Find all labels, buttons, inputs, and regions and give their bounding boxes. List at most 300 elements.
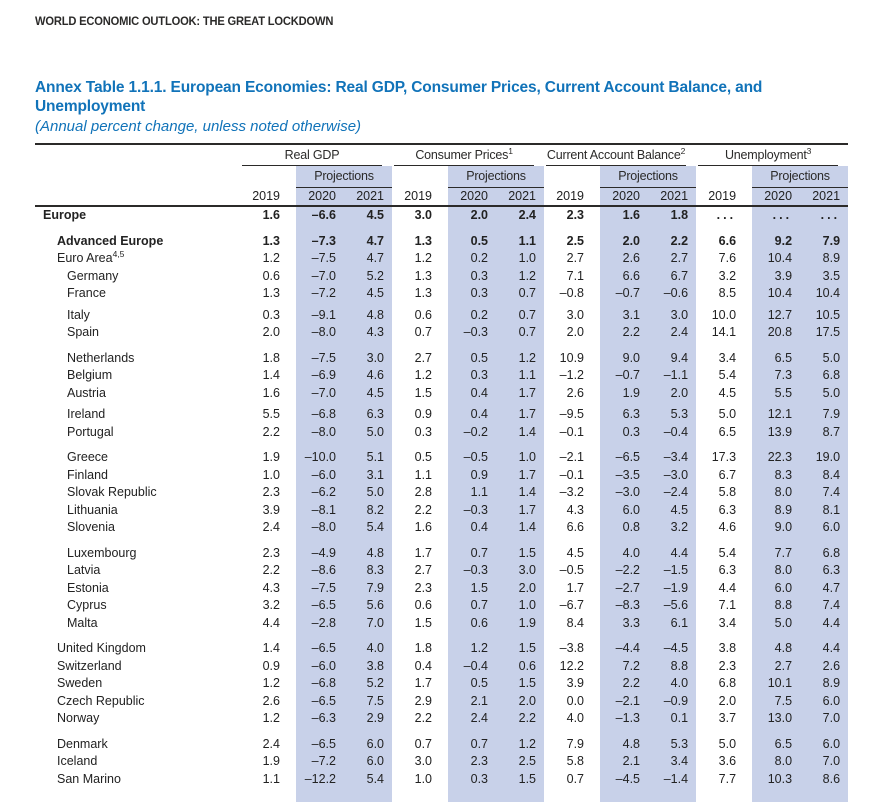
row-label: Slovenia xyxy=(67,520,115,534)
value-cell: 10.4 xyxy=(752,250,800,268)
value-cell: 2.3 xyxy=(566,208,585,222)
group-separator xyxy=(35,632,848,640)
value-cell: 1.4 xyxy=(496,424,544,442)
value-cell: 3.2 xyxy=(262,598,280,612)
value-cell: 1.3 xyxy=(414,233,433,248)
value-cell: 3.6 xyxy=(718,754,737,768)
value-cell: 1.0 xyxy=(496,449,544,467)
value-cell: 1.2 xyxy=(414,251,433,265)
value-cell: ... xyxy=(800,206,848,225)
corner-cell xyxy=(35,144,240,166)
value-cell: 2.0 xyxy=(648,385,696,403)
value-cell: 1.8 xyxy=(414,641,433,655)
value-cell: –0.1 xyxy=(559,424,585,439)
value-cell: 4.8 xyxy=(344,307,392,325)
gap-cell xyxy=(392,537,448,545)
value-cell: 1.0 xyxy=(496,250,544,268)
value-cell: –4.4 xyxy=(600,640,648,658)
value-cell: 2.7 xyxy=(414,350,433,365)
value-cell: 4.8 xyxy=(344,545,392,563)
value-cell: 4.0 xyxy=(600,545,648,563)
table-row-greece xyxy=(35,449,848,467)
value-cell: 9.0 xyxy=(600,350,648,368)
value-cell: 1.2 xyxy=(496,350,544,368)
table-row-denmark xyxy=(35,736,848,754)
value-cell: 8.9 xyxy=(752,502,800,520)
year-header-real-gdp-2019: 2019 xyxy=(240,187,296,206)
gap-cell xyxy=(800,342,848,350)
row-label: Denmark xyxy=(57,736,108,751)
value-cell: 3.7 xyxy=(718,711,737,725)
value-cell: 0.3 xyxy=(448,367,496,385)
year-header-real-gdp-2020: 2020 xyxy=(296,187,344,206)
value-cell: 1.5 xyxy=(414,615,433,630)
gap-cell xyxy=(344,342,392,350)
gap-cell xyxy=(544,632,600,640)
value-cell: 3.3 xyxy=(600,615,648,633)
value-cell: –8.3 xyxy=(600,597,648,615)
gap-cell xyxy=(544,728,600,736)
table-row-czech-republic xyxy=(35,693,848,711)
value-cell: 0.3 xyxy=(448,771,496,789)
row-label: Spain xyxy=(67,325,99,339)
value-cell: –1.3 xyxy=(600,710,648,728)
value-cell: 0.6 xyxy=(496,658,544,676)
value-cell: –1.4 xyxy=(648,771,696,789)
value-cell: –5.6 xyxy=(648,597,696,615)
value-cell: 17.3 xyxy=(711,450,737,464)
value-cell: –0.3 xyxy=(448,562,496,580)
value-cell: 7.2 xyxy=(600,658,648,676)
value-cell: 2.7 xyxy=(648,250,696,268)
value-cell: 7.9 xyxy=(800,233,848,251)
table-row-italy xyxy=(35,307,848,325)
gap-cell xyxy=(696,632,752,640)
row-label: Belgium xyxy=(67,368,113,382)
value-cell: 5.0 xyxy=(800,350,848,368)
value-cell: 2.0 xyxy=(600,233,648,251)
value-cell: 3.0 xyxy=(344,350,392,368)
gap-cell xyxy=(344,537,392,545)
value-cell: 1.7 xyxy=(566,580,585,595)
row-label: San Marino xyxy=(57,771,121,786)
year-header-consumer-prices-2019: 2019 xyxy=(392,187,448,206)
gap-cell xyxy=(752,788,800,802)
value-cell: 2.7 xyxy=(414,563,433,577)
value-cell: –12.2 xyxy=(296,771,344,789)
value-cell: –0.6 xyxy=(648,285,696,303)
value-cell: 4.4 xyxy=(800,640,848,658)
year-header-consumer-prices-2020: 2020 xyxy=(448,187,496,206)
value-cell: 1.1 xyxy=(414,467,433,482)
value-cell: 6.0 xyxy=(800,519,848,537)
value-cell: 4.4 xyxy=(718,580,737,595)
value-cell: 7.9 xyxy=(800,406,848,424)
value-cell: 0.7 xyxy=(448,545,496,563)
gap-cell xyxy=(35,441,240,449)
value-cell: 4.3 xyxy=(344,324,392,342)
value-cell: 6.8 xyxy=(800,367,848,385)
value-cell: 6.7 xyxy=(718,467,737,482)
value-cell: –7.0 xyxy=(296,385,344,403)
gap-cell xyxy=(448,728,496,736)
gap-cell xyxy=(696,537,752,545)
value-cell: 0.3 xyxy=(600,424,648,442)
value-cell: 5.3 xyxy=(648,406,696,424)
band-stub xyxy=(35,788,848,802)
value-cell: –2.8 xyxy=(296,615,344,633)
value-cell: –0.3 xyxy=(448,502,496,520)
value-cell: 6.0 xyxy=(344,736,392,754)
value-cell: 5.4 xyxy=(718,368,737,382)
value-cell: 12.7 xyxy=(752,307,800,325)
gap-cell xyxy=(35,788,240,802)
value-cell: –6.6 xyxy=(296,206,344,225)
table-row-ireland xyxy=(35,406,848,424)
value-cell: –0.3 xyxy=(448,324,496,342)
value-cell: 1.6 xyxy=(600,206,648,225)
value-cell: –7.3 xyxy=(296,233,344,251)
gap-cell xyxy=(648,441,696,449)
value-cell: 0.7 xyxy=(414,325,433,339)
value-cell: 2.5 xyxy=(566,233,585,248)
table-row-luxembourg xyxy=(35,545,848,563)
gap-cell xyxy=(496,632,544,640)
group-header-real-gdp xyxy=(240,144,392,166)
value-cell: 3.4 xyxy=(648,753,696,771)
table-row-portugal xyxy=(35,424,848,442)
year-header-consumer-prices-2021: 2021 xyxy=(496,187,544,206)
value-cell: –6.8 xyxy=(296,675,344,693)
table-row-finland xyxy=(35,467,848,485)
row-label: Luxembourg xyxy=(67,545,137,560)
value-cell: 2.2 xyxy=(496,710,544,728)
gap-cell xyxy=(240,441,296,449)
projections-header-current-account-balance: Projections xyxy=(600,166,696,187)
value-cell: 1.0 xyxy=(262,467,280,482)
gap-cell xyxy=(296,225,344,233)
value-cell: 7.6 xyxy=(718,251,737,265)
value-cell: ... xyxy=(752,206,800,225)
value-cell: 4.5 xyxy=(566,545,585,560)
value-cell: 1.2 xyxy=(414,368,433,382)
value-cell: 7.4 xyxy=(800,597,848,615)
row-label: Ireland xyxy=(67,407,106,421)
value-cell: 1.7 xyxy=(496,467,544,485)
value-cell: –0.7 xyxy=(600,367,648,385)
value-cell: 10.0 xyxy=(711,307,737,322)
value-cell: 2.2 xyxy=(262,563,280,577)
value-cell: –2.1 xyxy=(559,450,585,464)
value-cell: 10.4 xyxy=(752,285,800,303)
value-cell: 10.3 xyxy=(752,771,800,789)
table-row-malta xyxy=(35,615,848,633)
value-cell: 2.6 xyxy=(566,385,585,400)
value-cell: 8.3 xyxy=(344,562,392,580)
table-row-austria xyxy=(35,385,848,403)
gap-cell xyxy=(800,441,848,449)
value-cell: 1.5 xyxy=(496,675,544,693)
table-row-united-kingdom xyxy=(35,640,848,658)
value-cell: 2.7 xyxy=(752,658,800,676)
gap-cell xyxy=(600,632,648,640)
value-cell: –0.2 xyxy=(448,424,496,442)
value-cell: 2.2 xyxy=(600,324,648,342)
gap-cell xyxy=(240,342,296,350)
value-cell: 1.1 xyxy=(496,367,544,385)
year-header-current-account-balance-2020: 2020 xyxy=(600,187,648,206)
value-cell: 3.4 xyxy=(718,350,737,365)
projections-header-real-gdp: Projections xyxy=(296,166,392,187)
gap-cell xyxy=(800,537,848,545)
value-cell: 2.9 xyxy=(414,693,433,708)
value-cell: 2.8 xyxy=(414,485,433,499)
value-cell: 3.8 xyxy=(718,641,737,655)
gap-cell xyxy=(496,788,544,802)
value-cell: 2.0 xyxy=(566,325,585,339)
value-cell: 0.6 xyxy=(262,268,280,283)
row-label: Slovak Republic xyxy=(67,485,157,499)
value-cell: 5.6 xyxy=(344,597,392,615)
value-cell: 5.4 xyxy=(718,545,737,560)
gap-cell xyxy=(344,788,392,802)
gap-cell xyxy=(392,788,448,802)
value-cell: 6.7 xyxy=(648,268,696,286)
value-cell: 1.9 xyxy=(262,754,280,768)
value-cell: 4.5 xyxy=(344,206,392,225)
value-cell: 1.6 xyxy=(262,208,280,222)
gap-cell xyxy=(696,225,752,233)
value-cell: 2.9 xyxy=(344,710,392,728)
projections-row-spacer xyxy=(35,166,240,187)
value-cell: 2.6 xyxy=(600,250,648,268)
group-header-label: Consumer Prices$^1$ xyxy=(394,148,534,166)
value-cell: 7.9 xyxy=(566,736,585,751)
row-label: Estonia xyxy=(67,580,109,595)
value-cell: 1.9 xyxy=(262,450,280,464)
gap-cell xyxy=(752,441,800,449)
gap-cell xyxy=(696,342,752,350)
gap-cell xyxy=(392,441,448,449)
row-label: Norway xyxy=(57,711,100,725)
gap-cell xyxy=(648,225,696,233)
row-label: Netherlands xyxy=(67,350,135,365)
value-cell: 5.5 xyxy=(752,385,800,403)
group-separator xyxy=(35,225,848,233)
value-cell: 6.5 xyxy=(718,424,737,439)
footnote-marker: 3 xyxy=(806,145,812,156)
value-cell: –0.9 xyxy=(648,693,696,711)
value-cell: 0.7 xyxy=(448,597,496,615)
gap-cell xyxy=(344,225,392,233)
value-cell: 5.3 xyxy=(648,736,696,754)
value-cell: –8.0 xyxy=(296,324,344,342)
value-cell: 9.4 xyxy=(648,350,696,368)
gap-cell xyxy=(600,788,648,802)
row-label: Finland xyxy=(67,467,108,482)
value-cell: 4.3 xyxy=(566,502,585,517)
value-cell: 1.2 xyxy=(496,736,544,754)
table-subtitle: (Annual percent change, unless noted otherwise) xyxy=(35,118,362,135)
value-cell: 10.1 xyxy=(752,675,800,693)
value-cell: –0.7 xyxy=(600,285,648,303)
value-cell: 6.5 xyxy=(752,736,800,754)
gap-cell xyxy=(240,225,296,233)
gap-cell xyxy=(600,537,648,545)
row-label: Italy xyxy=(67,307,90,322)
value-cell: 2.3 xyxy=(262,545,280,560)
group-separator xyxy=(35,537,848,545)
gap-cell xyxy=(448,342,496,350)
value-cell: 19.0 xyxy=(800,449,848,467)
gap-cell xyxy=(648,632,696,640)
gap-cell xyxy=(240,632,296,640)
value-cell: 8.0 xyxy=(752,562,800,580)
row-label: Iceland xyxy=(57,754,98,768)
gap-cell xyxy=(648,537,696,545)
value-cell: 13.9 xyxy=(752,424,800,442)
value-cell: –6.0 xyxy=(296,658,344,676)
value-cell: 6.6 xyxy=(566,520,585,534)
value-cell: 4.7 xyxy=(800,580,848,598)
gap-cell xyxy=(392,225,448,233)
value-cell: –3.2 xyxy=(559,485,585,499)
value-cell: –6.2 xyxy=(296,484,344,502)
value-cell: 2.2 xyxy=(414,502,433,517)
value-cell: 6.0 xyxy=(600,502,648,520)
value-cell: 0.6 xyxy=(414,307,433,322)
value-cell: 3.9 xyxy=(752,268,800,286)
value-cell: 7.4 xyxy=(800,484,848,502)
value-cell: 0.3 xyxy=(448,285,496,303)
value-cell: 3.5 xyxy=(800,268,848,286)
table-row-slovak-republic xyxy=(35,484,848,502)
gap-cell xyxy=(752,632,800,640)
value-cell: 1.0 xyxy=(414,771,433,786)
projections-row-spacer xyxy=(696,166,752,187)
value-cell: 10.4 xyxy=(800,285,848,303)
value-cell: 0.7 xyxy=(496,285,544,303)
value-cell: 0.4 xyxy=(448,406,496,424)
gap-cell xyxy=(648,788,696,802)
value-cell: 1.7 xyxy=(496,406,544,424)
gap-cell xyxy=(392,728,448,736)
table-row-advanced-europe xyxy=(35,233,848,251)
value-cell: 3.0 xyxy=(496,562,544,580)
value-cell: 2.4 xyxy=(262,736,280,751)
value-cell: 1.3 xyxy=(262,233,280,248)
value-cell: 1.6 xyxy=(262,385,280,400)
value-cell: 5.0 xyxy=(718,407,737,421)
value-cell: 2.2 xyxy=(262,424,280,439)
value-cell: 8.4 xyxy=(566,615,585,630)
value-cell: 1.6 xyxy=(414,520,433,534)
gap-cell xyxy=(544,537,600,545)
value-cell: 7.1 xyxy=(718,598,737,612)
gap-cell xyxy=(600,225,648,233)
value-cell: –9.5 xyxy=(559,407,585,421)
value-cell: 13.0 xyxy=(752,710,800,728)
value-cell: 10.9 xyxy=(559,350,585,365)
value-cell: 4.4 xyxy=(800,615,848,633)
gap-cell xyxy=(648,728,696,736)
gap-cell xyxy=(296,788,344,802)
table-row-latvia xyxy=(35,562,848,580)
value-cell: 1.5 xyxy=(448,580,496,598)
value-cell: 1.3 xyxy=(414,268,433,283)
row-label: Greece xyxy=(67,450,108,464)
gap-cell xyxy=(544,788,600,802)
value-cell: 6.3 xyxy=(344,406,392,424)
value-cell: –6.5 xyxy=(600,449,648,467)
years-row-spacer xyxy=(35,187,240,206)
value-cell: 2.0 xyxy=(448,206,496,225)
value-cell: 6.1 xyxy=(648,615,696,633)
value-cell: –1.1 xyxy=(648,367,696,385)
value-cell: –0.4 xyxy=(448,658,496,676)
value-cell: 0.4 xyxy=(448,385,496,403)
value-cell: 0.6 xyxy=(414,598,433,612)
value-cell: 2.4 xyxy=(648,324,696,342)
value-cell: 8.9 xyxy=(800,250,848,268)
table-row-iceland xyxy=(35,753,848,771)
value-cell: 4.0 xyxy=(648,675,696,693)
value-cell: 1.4 xyxy=(496,484,544,502)
footnote-marker: 4,5 xyxy=(112,250,125,259)
gap-cell xyxy=(35,342,240,350)
value-cell: 7.9 xyxy=(344,580,392,598)
gap-cell xyxy=(600,728,648,736)
value-cell: 22.3 xyxy=(752,449,800,467)
value-cell: 2.4 xyxy=(496,206,544,225)
gap-cell xyxy=(600,342,648,350)
value-cell: –8.6 xyxy=(296,562,344,580)
projections-header-consumer-prices: Projections xyxy=(448,166,544,187)
value-cell: 5.2 xyxy=(344,268,392,286)
value-cell: 1.9 xyxy=(600,385,648,403)
gap-cell xyxy=(344,441,392,449)
table-row-germany xyxy=(35,268,848,286)
value-cell: –0.5 xyxy=(448,449,496,467)
table-row-norway xyxy=(35,710,848,728)
value-cell: 4.7 xyxy=(344,233,392,251)
value-cell: 6.0 xyxy=(752,580,800,598)
gap-cell xyxy=(448,788,496,802)
value-cell: 0.5 xyxy=(448,350,496,368)
value-cell: 2.4 xyxy=(262,520,280,534)
row-label: Portugal xyxy=(67,424,114,439)
value-cell: 2.1 xyxy=(448,693,496,711)
value-cell: 2.3 xyxy=(718,658,737,673)
value-cell: 8.0 xyxy=(752,753,800,771)
value-cell: 5.0 xyxy=(718,736,737,751)
value-cell: –10.0 xyxy=(296,449,344,467)
value-cell: 4.0 xyxy=(566,711,585,725)
value-cell: –2.4 xyxy=(648,484,696,502)
gap-cell xyxy=(35,537,240,545)
value-cell: 6.0 xyxy=(800,736,848,754)
year-header-unemployment-2020: 2020 xyxy=(752,187,800,206)
value-cell: –6.8 xyxy=(296,406,344,424)
gap-cell xyxy=(296,441,344,449)
value-cell: 6.3 xyxy=(600,406,648,424)
value-cell: 0.9 xyxy=(262,658,280,673)
value-cell: 1.8 xyxy=(262,350,280,365)
value-cell: 1.7 xyxy=(414,676,433,690)
value-cell: 0.7 xyxy=(566,771,585,786)
value-cell: 4.4 xyxy=(262,615,280,630)
value-cell: 1.2 xyxy=(262,676,280,690)
